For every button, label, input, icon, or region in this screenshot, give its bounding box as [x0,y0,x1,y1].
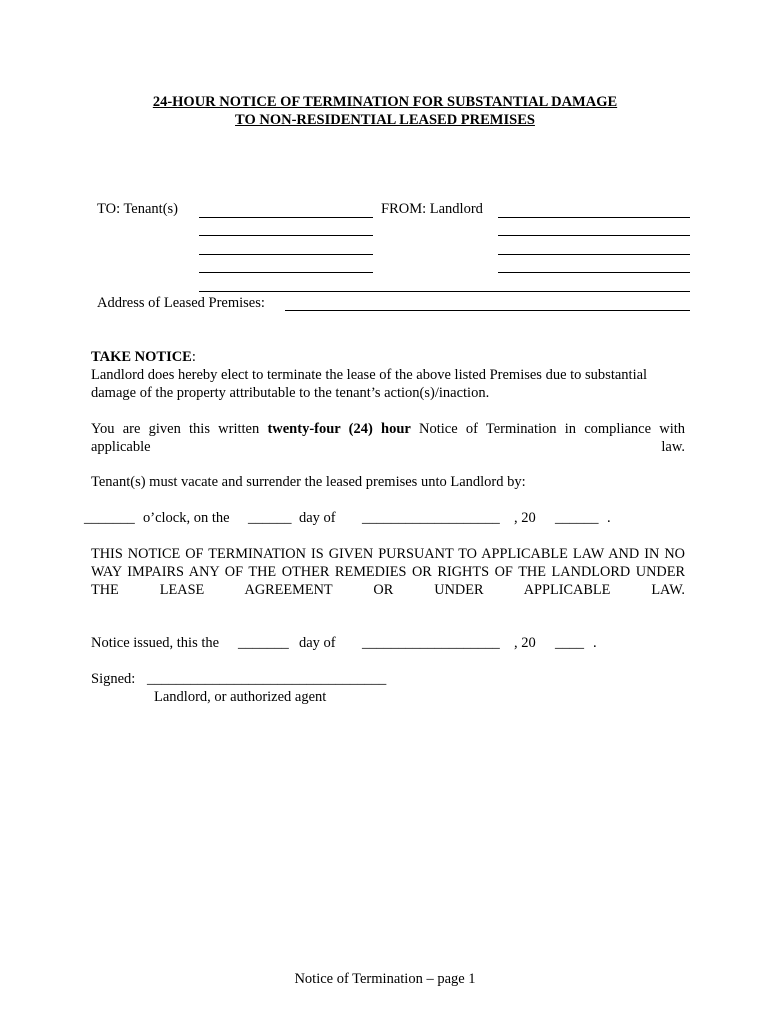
tenant-name-line-3[interactable] [199,254,373,255]
issued-day-of-label: day of [299,635,336,651]
vacate-year-prefix: , 20 [514,510,536,526]
landlord-name-line-3[interactable] [498,254,690,255]
notice-given-post: Notice of Termination in compliance with applicable law. [91,421,686,455]
vacate-hour-blank[interactable]: _______ [84,510,135,526]
tenant-name-line-4[interactable] [199,272,373,273]
landlord-name-line-2[interactable] [498,235,690,236]
signed-label: Signed: [91,671,136,687]
address-label: Address of Leased Premises: [97,295,265,311]
tenant-label: TO: Tenant(s) [97,201,179,217]
issued-label: Notice issued, this the [91,635,220,651]
signature-line[interactable]: _________________________________ [147,671,387,687]
issued-period: . [593,635,597,651]
legal-notice-caps: THIS NOTICE OF TERMINATION IS GIVEN PURSUANT TO APPLICABLE LAW AND IN NO WAY IMPAIRS ANY OF THE OTHER REMEDIES OR RIGHTS OF THE LANDLORD UNDER THE LEASE AGREEMENT OR UNDER APPLICABLE LAW. [91,546,685,598]
landlord-name-line-4[interactable] [498,272,690,273]
termination-statement: Landlord does hereby elect to terminate the lease of the above listed Premises due to substantial damage of the property attributable to the tenant’s action(s)/inaction. [91,367,648,401]
document-title-line-2: TO NON-RESIDENTIAL LEASED PREMISES [235,112,535,128]
landlord-name-line-1[interactable] [498,217,690,218]
address-line-2[interactable] [285,310,690,311]
take-notice-colon: : [191,349,196,365]
vacate-period: . [607,510,611,526]
vacate-day-of-label: day of [299,510,336,526]
page-footer: Notice of Termination – page 1 [294,971,476,987]
issued-year-blank[interactable]: ____ [555,635,584,651]
issued-year-prefix: , 20 [514,635,536,651]
notice-given-paragraph [91,420,685,456]
vacate-month-blank[interactable]: ___________________ [362,510,500,526]
tenant-name-line-2[interactable] [199,235,373,236]
vacate-instruction: Tenant(s) must vacate and surrender the leased premises unto Landlord by: [91,474,526,490]
issued-day-blank[interactable]: _______ [238,635,289,651]
document-title-line-1: 24-HOUR NOTICE OF TERMINATION FOR SUBSTANTIAL DAMAGE [152,94,618,110]
notice-given-pre: You are given this written [91,421,268,437]
tenant-name-line-1[interactable] [199,217,373,218]
address-line-1[interactable] [199,291,690,292]
take-notice-section [91,348,685,366]
issued-month-blank[interactable]: ___________________ [362,635,500,651]
notice-given-duration: twenty-four (24) hour [267,421,411,437]
take-notice-heading: TAKE NOTICE [91,349,192,365]
vacate-day-blank[interactable]: ______ [248,510,292,526]
landlord-label: FROM: Landlord [381,201,483,217]
vacate-year-blank[interactable]: ______ [555,510,599,526]
signature-caption: Landlord, or authorized agent [154,689,327,705]
vacate-oclock-label: o’clock, on the [143,510,230,526]
